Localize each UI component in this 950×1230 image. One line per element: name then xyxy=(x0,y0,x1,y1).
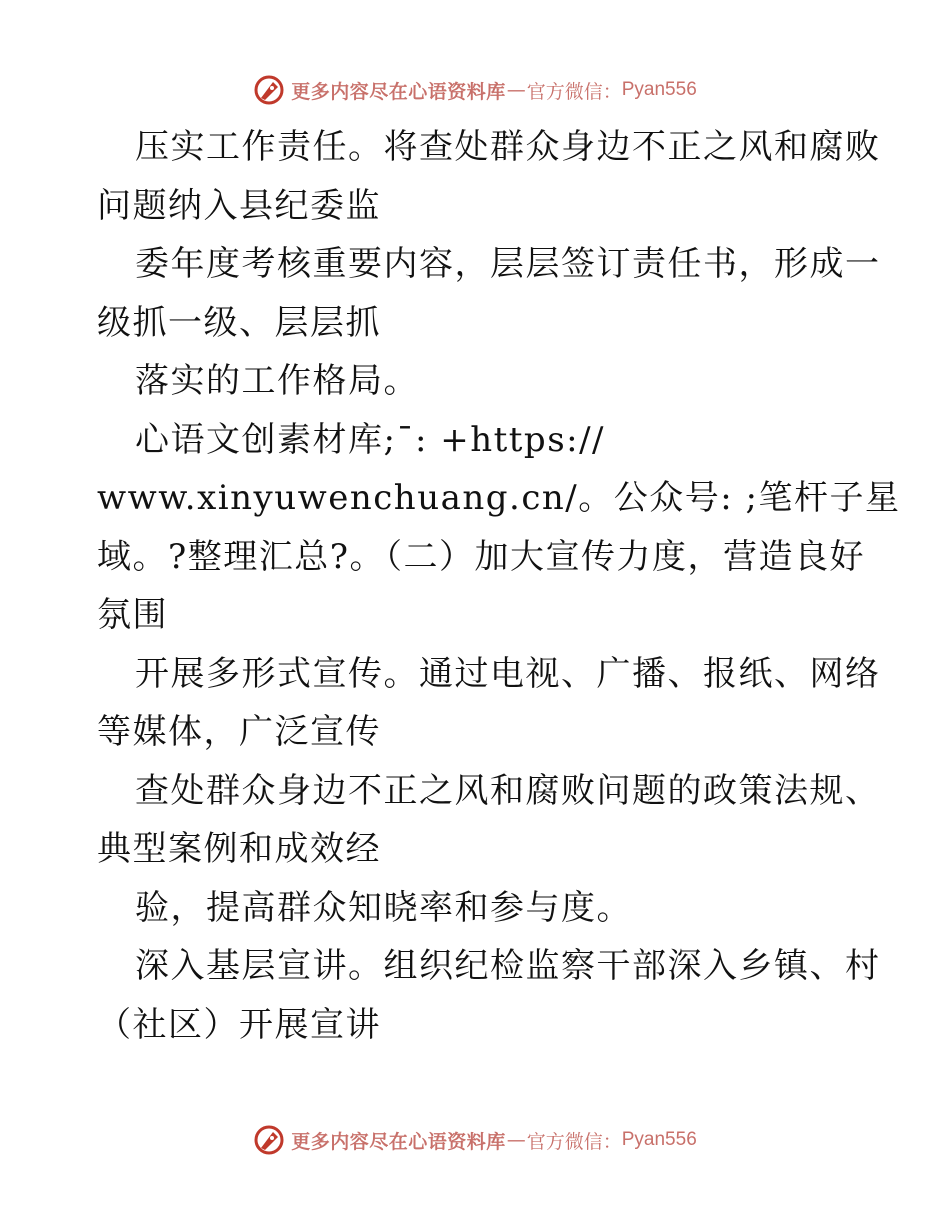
page-header xyxy=(0,70,950,110)
body-line: 级抓一级、层层抓 xyxy=(97,302,381,343)
body-line: 问题纳入县纪委监 xyxy=(97,185,381,226)
footer-wechat-id: Pyan556 xyxy=(621,1129,697,1150)
body-line-url-prefix: 心语文创素材库;¯: +https:// xyxy=(135,419,606,460)
body-line: 查处群众身边不正之风和腐败问题的政策法规、 xyxy=(135,770,881,811)
page-footer xyxy=(0,1120,950,1160)
header-wechat-label: 官方微信： xyxy=(526,80,622,103)
body-line: 验，提高群众知晓率和参与度。 xyxy=(135,887,632,928)
body-line: 深入基层宣讲。组织纪检监察干部深入乡镇、村 xyxy=(135,946,881,986)
body-line: 压实工作责任。将查处群众身边不正之风和腐败 xyxy=(135,127,881,167)
header-wechat-id: Pyan556 xyxy=(621,79,697,100)
body-line: 氛围 xyxy=(97,595,168,635)
body-line: 域。?整理汇总?。（二）加大宣传力度，营造良好 xyxy=(97,536,865,577)
body-line: 委年度考核重要内容，层层签订责任书，形成一 xyxy=(135,244,881,284)
body-line: 落实的工作格局。 xyxy=(135,361,419,401)
pen-nib-circle-logo-icon xyxy=(253,74,285,106)
body-line: （社区）开展宣讲 xyxy=(97,1004,381,1045)
body-line-url: www.xinyuwenchuang.cn/。公众号: ;笔杆子星 xyxy=(97,478,901,518)
footer-brand-text: 更多内容尽在心语资料库 xyxy=(291,1130,506,1153)
footer-separator: — xyxy=(506,1129,526,1151)
body-line: 典型案例和成效经 xyxy=(97,829,381,869)
footer-wechat-label: 官方微信： xyxy=(526,1130,622,1153)
header-separator: — xyxy=(506,79,526,101)
body-line: 开展多形式宣传。通过电视、广播、报纸、网络 xyxy=(135,653,881,694)
body-line: 等媒体，广泛宣传 xyxy=(97,712,381,752)
header-brand-text: 更多内容尽在心语资料库 xyxy=(291,80,506,103)
document-body xyxy=(97,118,901,1054)
pen-nib-circle-logo-icon xyxy=(253,1124,285,1156)
